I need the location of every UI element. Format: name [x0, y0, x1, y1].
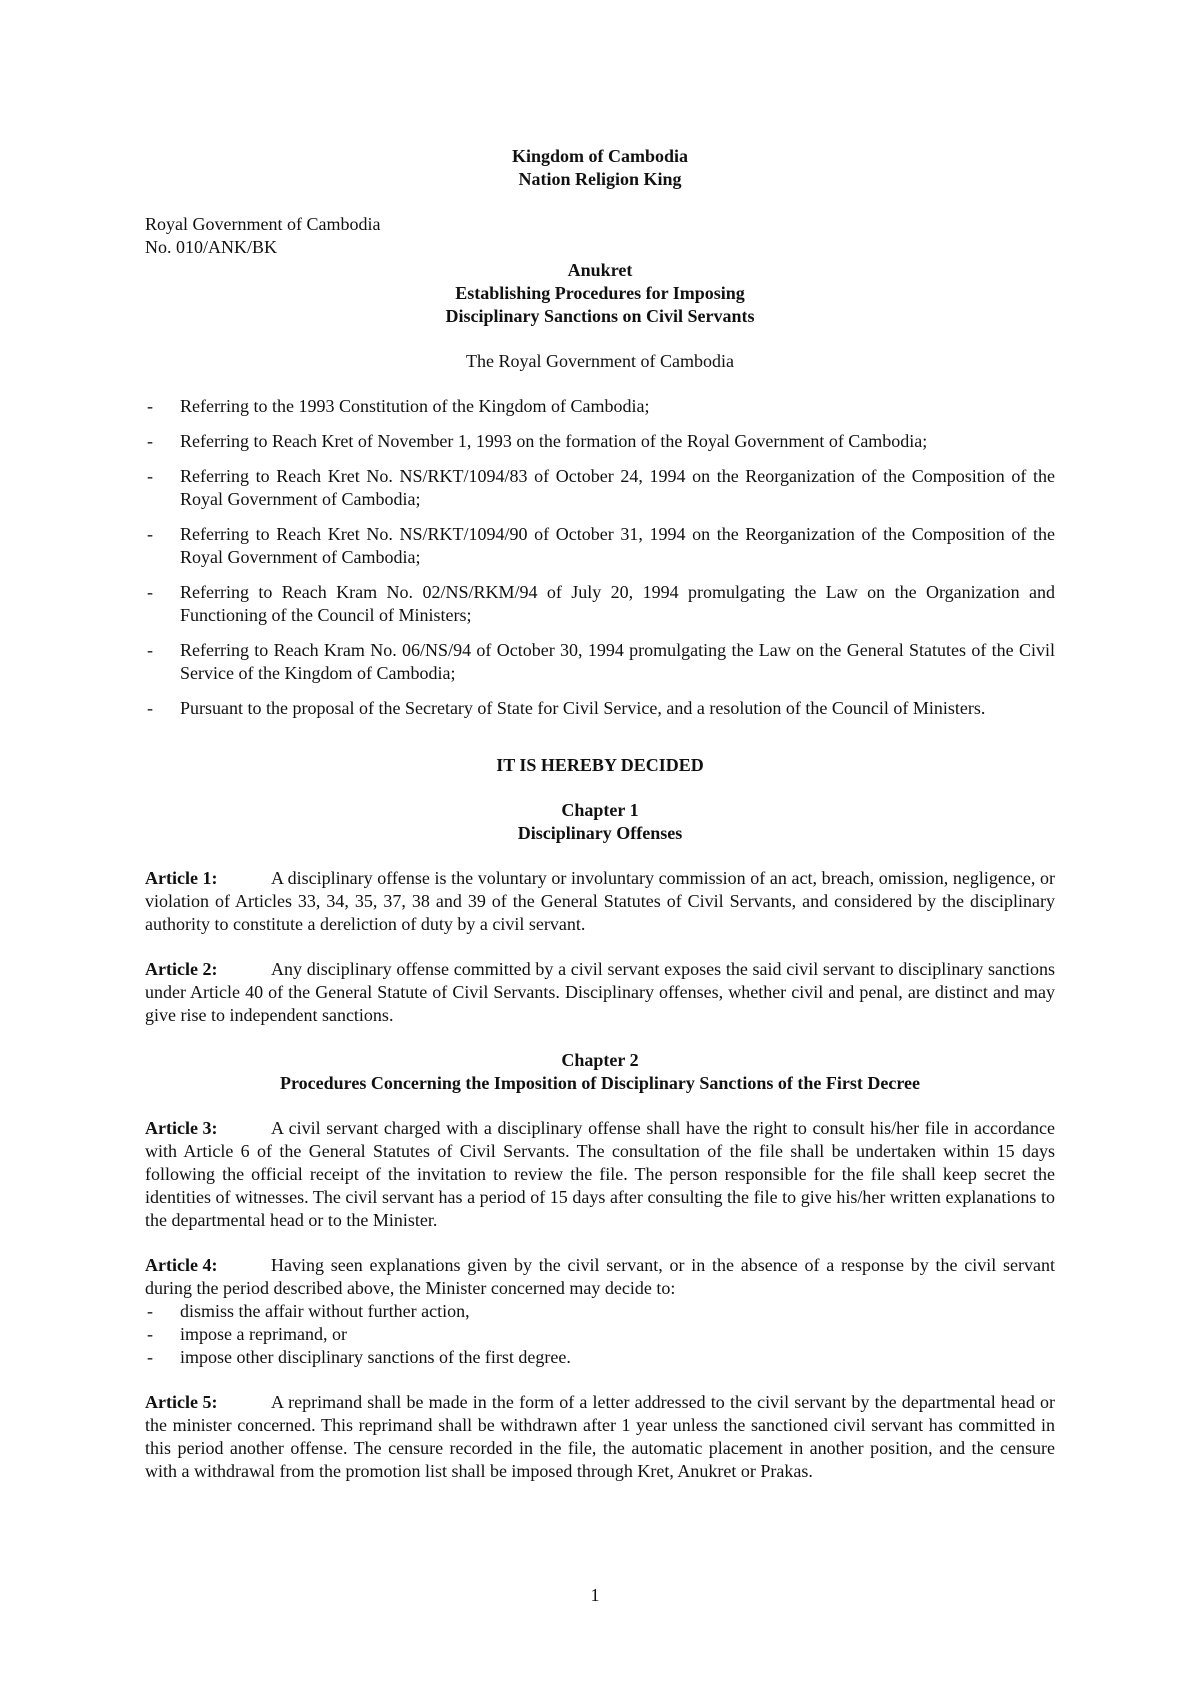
title-type: Anukret: [567, 260, 633, 280]
article-label: Article 4:: [145, 1255, 218, 1275]
reference-item: - Pursuant to the proposal of the Secretary of State for Civil Service, and a resolution of the Council of Ministers.: [145, 697, 1055, 720]
header-kingdom: Kingdom of Cambodia: [511, 146, 689, 166]
reference-item: - Referring to Reach Kret No. NS/RKT/1094/90 of October 31, 1994 on the Reorganization of the Composition of the Royal Government of Cambodia;: [145, 523, 1055, 569]
chapter-2-heading: [145, 1049, 1055, 1095]
reference-item: - Referring to Reach Kram No. 06/NS/94 of October 30, 1994 promulgating the Law on the General Statutes of the Civil Service of the Kingdom of Cambodia;: [145, 639, 1055, 685]
kingdom-header: [145, 145, 1055, 191]
article-3: [145, 1117, 1055, 1232]
decision-heading: IT IS HEREBY DECIDED: [496, 755, 704, 775]
article-4-options: [145, 1300, 1055, 1369]
article-text: A disciplinary offense is the voluntary or involuntary commission of an act, breach, omission, negligence, or violation of Articles 33, 34, 35, 37, 38 and 39 of the General Statutes of Civil Servants, and considered by the disciplinary authority to constitute a dereliction of duty by a civil servant.: [145, 868, 1055, 934]
article-text: Having seen explanations given by the civil servant, or in the absence of a response by the civil servant during the period described above, the Minister concerned may decide to:: [145, 1255, 1055, 1298]
chapter-number: Chapter 2: [561, 1050, 639, 1070]
option-item: - impose a reprimand, or: [145, 1323, 1055, 1346]
chapter-1-heading: [145, 799, 1055, 845]
chapter-number: Chapter 1: [561, 800, 639, 820]
document-title: [145, 259, 1055, 328]
page-number: 1: [590, 1585, 600, 1605]
sender-block: [145, 213, 1055, 259]
reference-item: - Referring to Reach Kram No. 02/NS/RKM/94 of July 20, 1994 promulgating the Law on the Organization and Functioning of the Council of Ministers;: [145, 581, 1055, 627]
article-text: A reprimand shall be made in the form of a letter addressed to the civil servant by the departmental head or the minister concerned. This reprimand shall be withdrawn after 1 year unless the sanctioned civil servant has committed in this period another offense. The censure recorded in the file, the automatic placement in another position, and the censure with a withdrawal from the promotion list shall be imposed through Kret, Anukret or Prakas.: [145, 1392, 1055, 1481]
sender-name: Royal Government of Cambodia: [145, 214, 381, 234]
document-number: No. 010/ANK/BK: [145, 237, 278, 257]
chapter-title: Procedures Concerning the Imposition of Disciplinary Sanctions of the First Decree: [280, 1073, 920, 1093]
article-text: A civil servant charged with a disciplinary offense shall have the right to consult his/her file in accordance with Article 6 of the General Statutes of Civil Servants. The consultation of the file shall be undertaken within 15 days following the official receipt of the invitation to review the file. The person responsible for the file shall keep secret the identities of witnesses. The civil servant has a period of 15 days after consulting the file to give his/her written explanations to the departmental head or to the Minister.: [145, 1118, 1055, 1230]
references-list: [145, 395, 1055, 720]
article-text: Any disciplinary offense committed by a civil servant exposes the said civil servant to disciplinary sanctions under Article 40 of the General Statute of Civil Servants. Disciplinary offenses, whether civil and penal, are distinct and may give rise to independent sanctions.: [145, 959, 1055, 1025]
article-1: [145, 867, 1055, 936]
article-4: [145, 1254, 1055, 1369]
article-label: Article 1:: [145, 868, 218, 888]
article-2: [145, 958, 1055, 1027]
title-line-2: Disciplinary Sanctions on Civil Servants: [445, 306, 755, 326]
chapter-title: Disciplinary Offenses: [517, 823, 683, 843]
issuer: The Royal Government of Cambodia: [466, 351, 734, 371]
article-5: [145, 1391, 1055, 1483]
title-line-1: Establishing Procedures for Imposing: [455, 283, 745, 303]
reference-item: - Referring to Reach Kret No. NS/RKT/1094/83 of October 24, 1994 on the Reorganization of the Composition of the Royal Government of Cambodia;: [145, 465, 1055, 511]
article-label: Article 2:: [145, 959, 218, 979]
header-motto: Nation Religion King: [518, 169, 682, 189]
option-item: - impose other disciplinary sanctions of the first degree.: [145, 1346, 1055, 1369]
article-label: Article 3:: [145, 1118, 218, 1138]
article-label: Article 5:: [145, 1392, 218, 1412]
option-item: - dismiss the affair without further action,: [145, 1300, 1055, 1323]
reference-item: - Referring to Reach Kret of November 1, 1993 on the formation of the Royal Government of Cambodia;: [145, 430, 1055, 453]
reference-item: - Referring to the 1993 Constitution of the Kingdom of Cambodia;: [145, 395, 1055, 418]
